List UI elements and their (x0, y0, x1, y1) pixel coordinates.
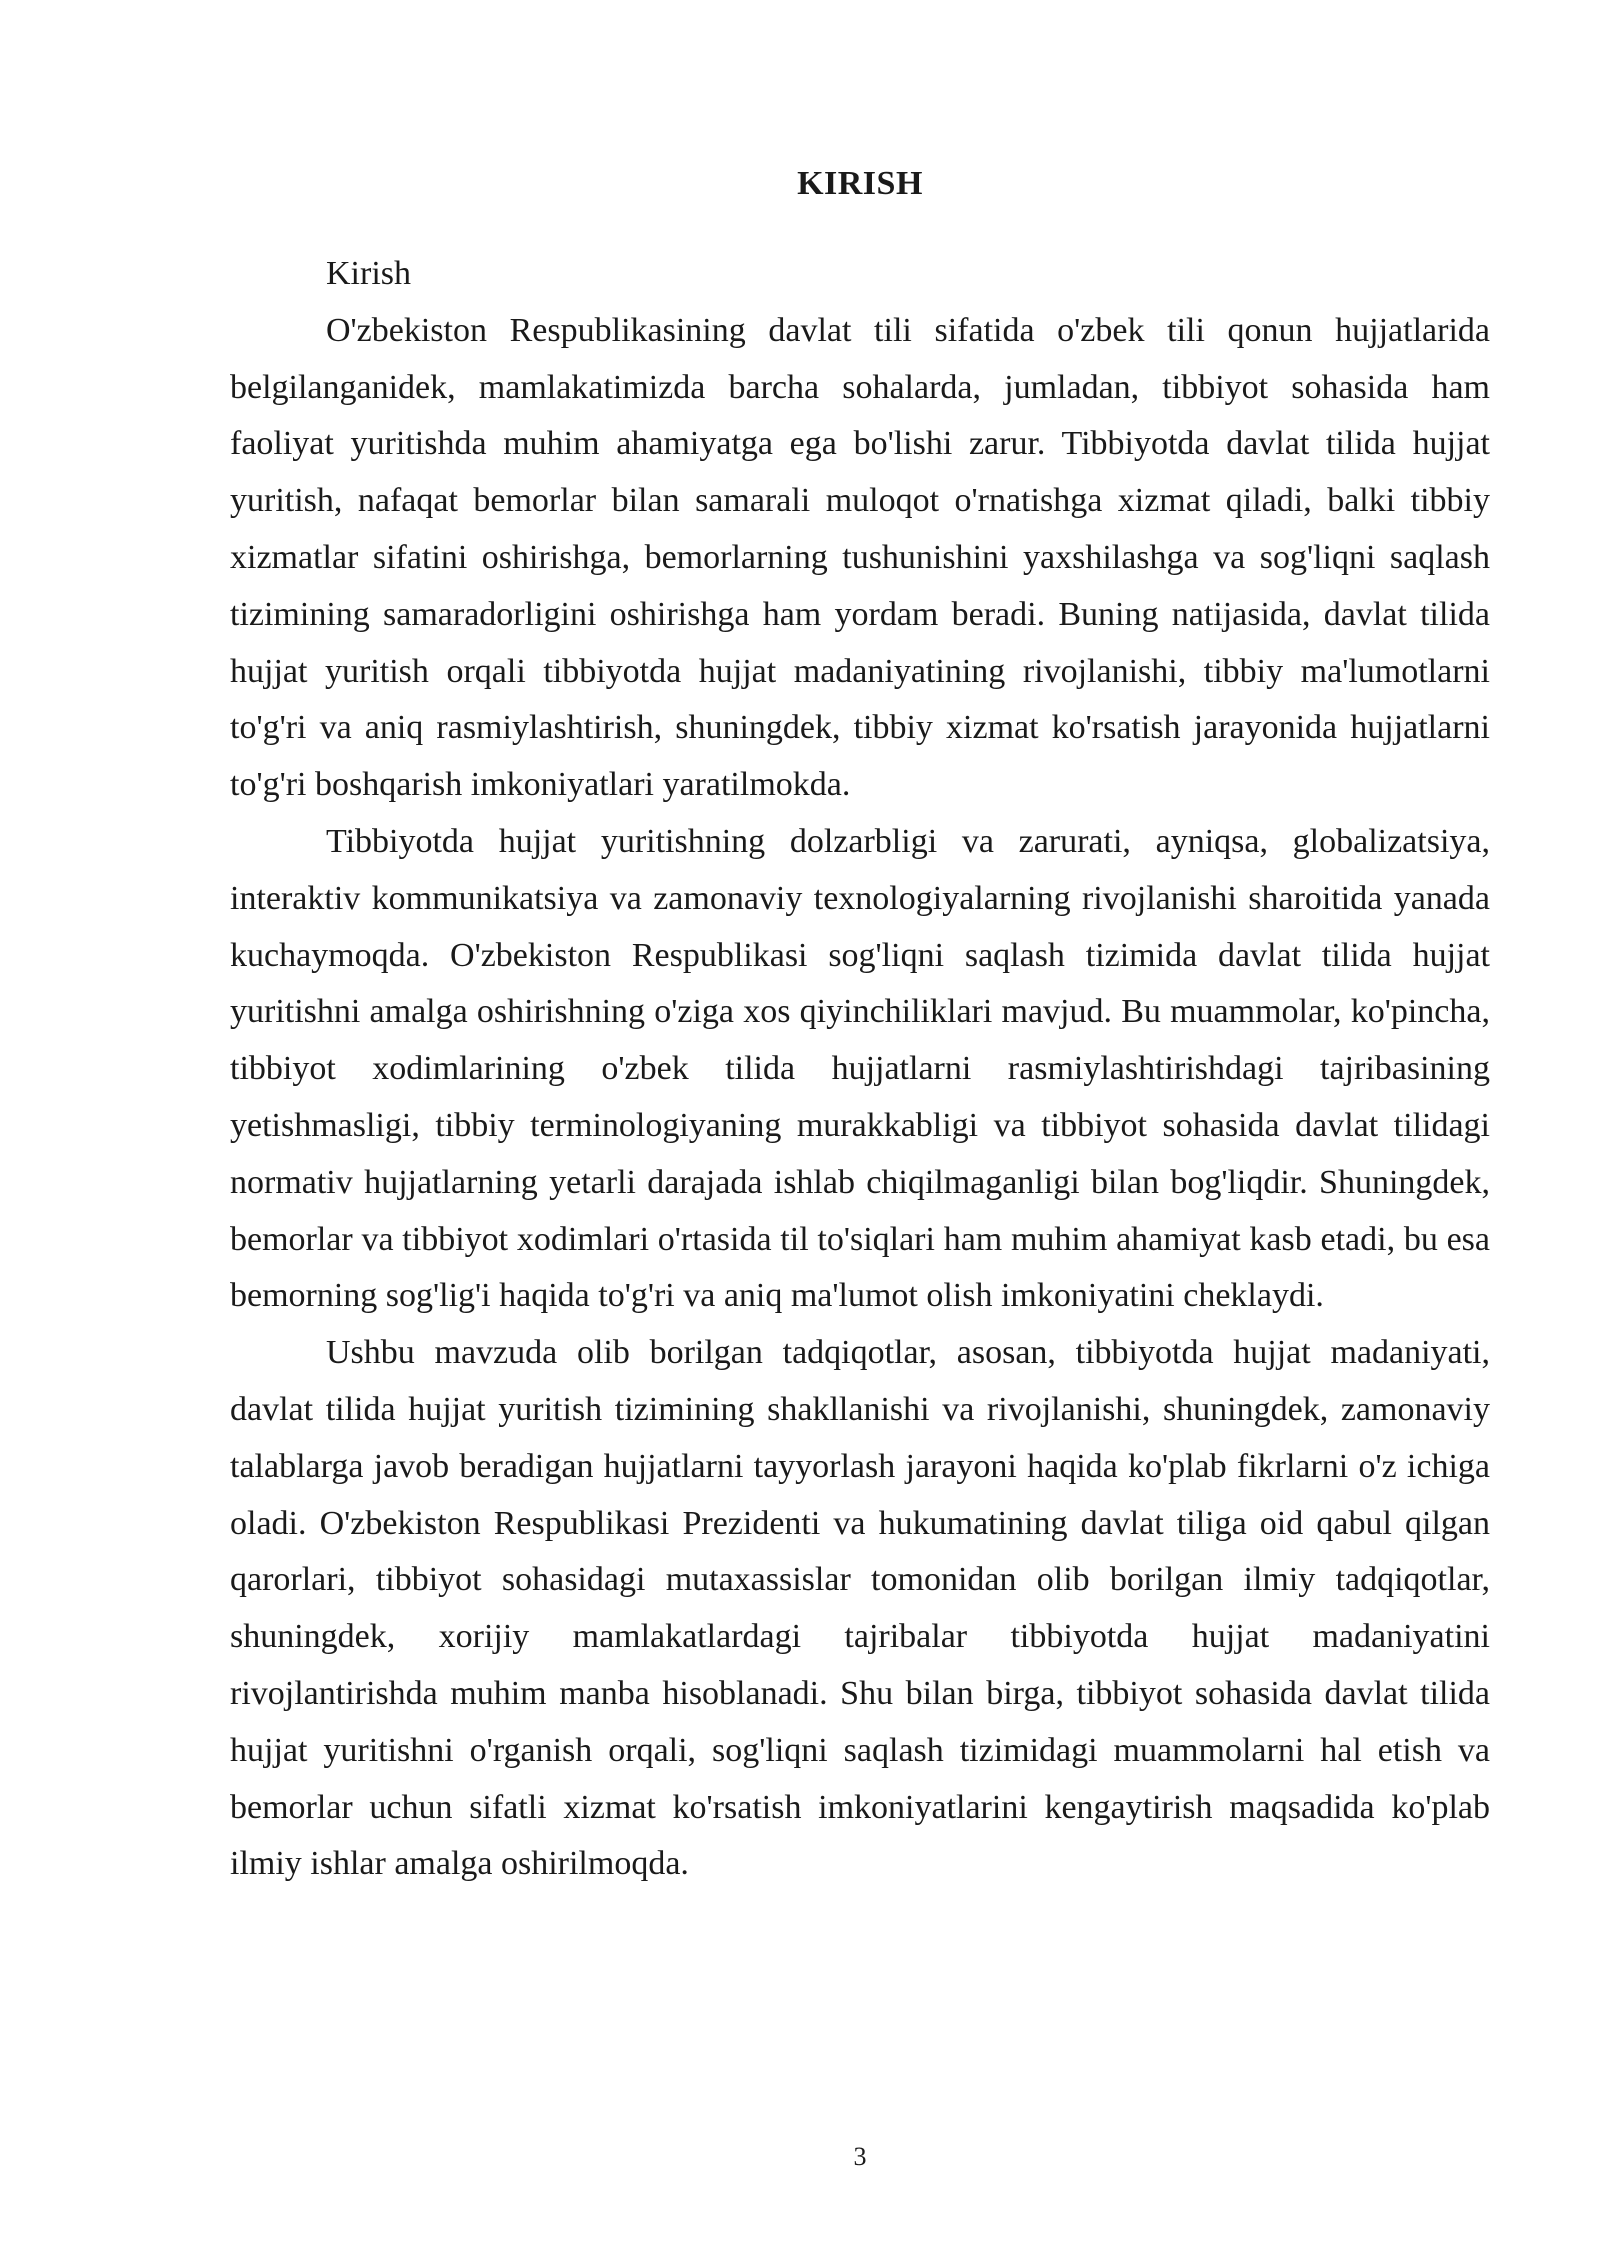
page-number: 3 (853, 2142, 867, 2171)
body-text (230, 246, 1490, 1893)
paragraph-2: Tibbiyotda hujjat yuritishning dolzarbligi va zarurati, ayniqsa, globalizatsiya, interaktiv kommunikatsiya va zamonaviy texnologiyalarning rivojlanishi sharoitida yanada kuchaymoqda. O'zbekiston Respublikasi sog'liqni saqlash tizimida davlat tilida hujjat yuritishni amalga oshirishning o'ziga xos qiyinchiliklari mavjud. Bu muammolar, ko'pincha, tibbiyot xodimlarining o'zbek tilida hujjatlarni rasmiylashtirishdagi tajribasining yetishmasligi, tibbiy terminologiyaning murakkabligi va tibbiyot sohasida davlat tilidagi normativ hujjatlarning yetarli darajada ishlab chiqilmaganligi bilan bog'liqdir. Shuningdek, bemorlar va tibbiyot xodimlari o'rtasida til to'siqlari ham muhim ahamiyat kasb etadi, bu esa bemorning sog'lig'i haqida to'g'ri va aniq ma'lumot olish imkoniyatini cheklaydi. (230, 822, 1490, 1315)
paragraph-3: Ushbu mavzuda olib borilgan tadqiqotlar, asosan, tibbiyotda hujjat madaniyati, davlat tilida hujjat yuritish tizimining shakllanishi va rivojlanishi, shuningdek, zamonaviy talablarga javob beradigan hujjatlarni tayyorlash jarayoni haqida ko'plab fikrlarni o'z ichiga oladi. O'zbekiston Respublikasi Prezidenti va hukumatining davlat tiliga oid qabul qilgan qarorlari, tibbiyot sohasidagi mutaxassislar tomonidan olib borilgan ilmiy tadqiqotlar, shuningdek, xorijiy mamlakatlardagi tajribalar tibbiyotda hujjat madaniyatini rivojlantirishda muhim manba hisoblanadi. Shu bilan birga, tibbiyot sohasida davlat tilida hujjat yuritishni o'rganish orqali, sog'liqni saqlash tizimidagi muammolarni hal etish va bemorlar uchun sifatli xizmat ko'rsatish imkoniyatlarini kengaytirish maqsadida ko'plab ilmiy ishlar amalga oshirilmoqda. (230, 1334, 1490, 1883)
section-heading: KIRISH (797, 165, 923, 202)
paragraph-1: O'zbekiston Respublikasining davlat tili sifatida o'zbek tili qonun hujjatlarida belgilanganidek, mamlakatimizda barcha sohalarda, jumladan, tibbiyot sohasida ham faoliyat yuritishda muhim ahamiyatga ega bo'lishi zarur. Tibbiyotda davlat tilida hujjat yuritish, nafaqat bemorlar bilan samarali muloqot o'rnatishga xizmat qiladi, balki tibbiy xizmatlar sifatini oshirishga, bemorlarning tushunishini yaxshilashga va sog'liqni saqlash tizimining samaradorligini oshirishga ham yordam beradi. Buning natijasida, davlat tilida hujjat yuritish orqali tibbiyotda hujjat madaniyatining rivojlanishi, tibbiy ma'lumotlarni to'g'ri va aniq rasmiylashtirish, shuningdek, tibbiy xizmat ko'rsatish jarayonida hujjatlarni to'g'ri boshqarish imkoniyatlari yaratilmokda. (230, 311, 1490, 804)
paragraph-subheading: Kirish (326, 255, 411, 292)
